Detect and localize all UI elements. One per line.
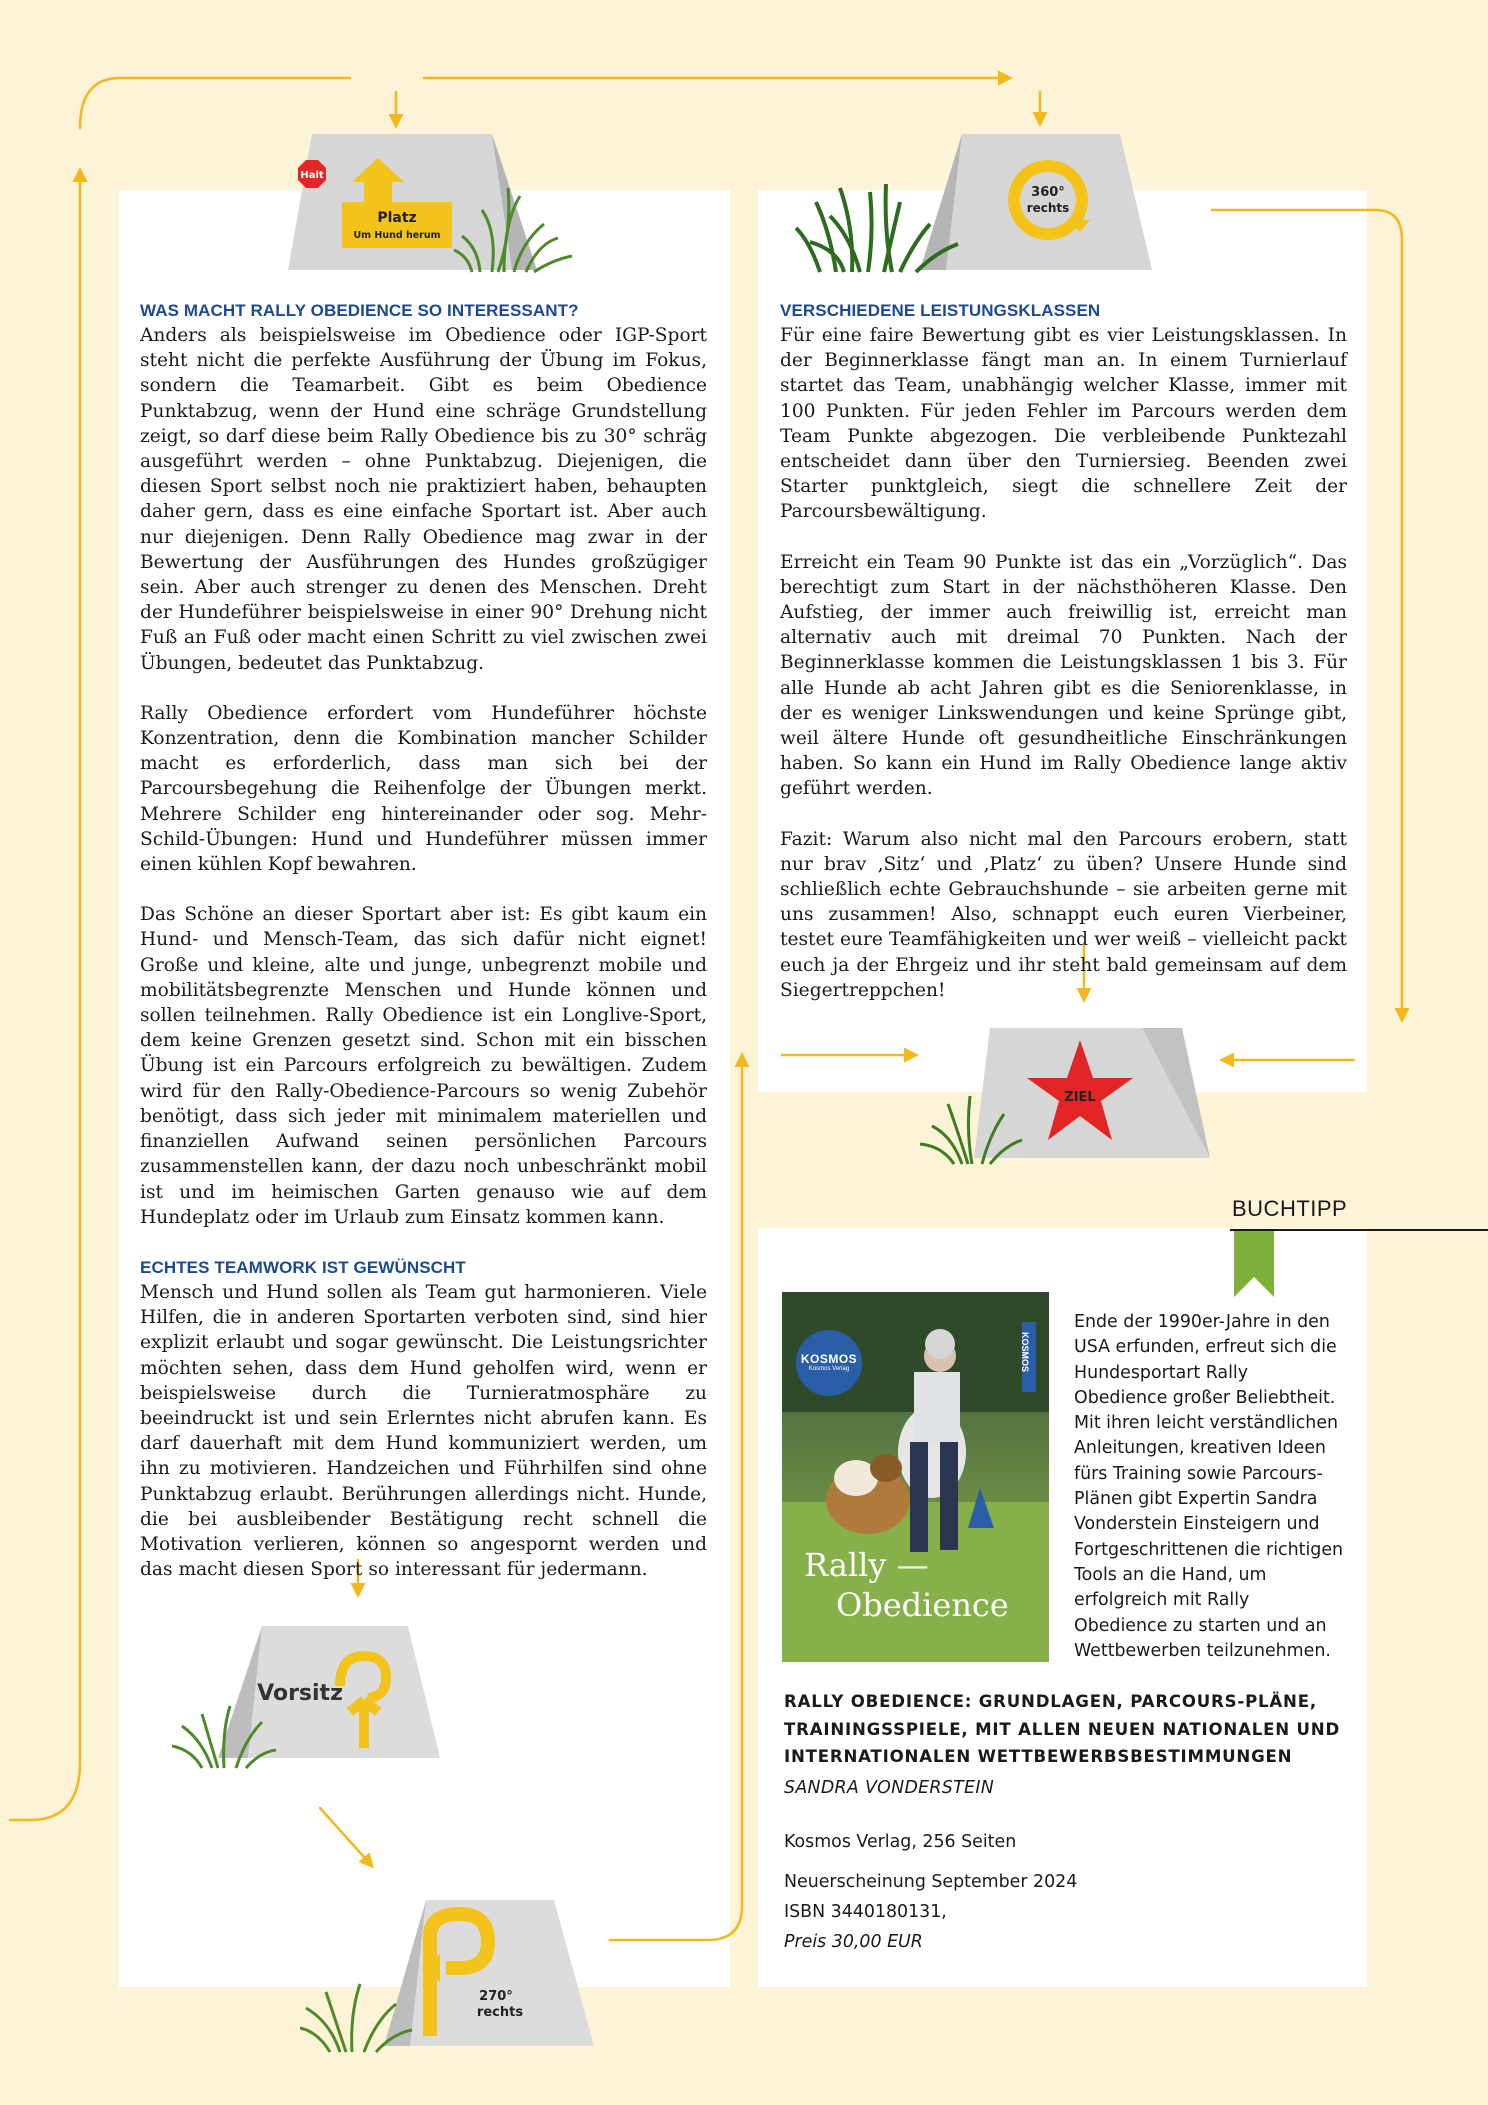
bookmark-ribbon-icon (1234, 1231, 1274, 1297)
svg-text:270°: 270° (479, 1989, 513, 2004)
paragraph: Das Schöne an dieser Sportart aber ist: Es gibt kaum ein Hund- und Mensch-Team, das sich dafür nicht eignet! Große und kleine, alte und junge, unbegrenzt mobile und mobilitätsbegrenzte Menschen und Hunde können und sollen teilnehmen. Rally Obedience ist ein Longlive-Sport, dem keine Grenzen gesetzt sind. Schon mit ein bisschen Übung ist ein Parcours erfolgreich zu bewältigen. Zudem wird für den Rally-Obedience-Parcours so wenig Zubehör benötigt, dass sich jeder mit minimalem materiellen und finanziellen Aufwand seinen persönlichen Parcours zusammenstellen kann, der dazu noch unbeschränkt mobil ist und im heimischen Garten genauso wie auf dem Hundeplatz oder im Urlaub zum Einsatz kommen kann. (140, 904, 707, 1228)
cover-title-line2: Obedience (836, 1586, 1009, 1624)
cover-title-line1: Rally — (804, 1546, 929, 1584)
svg-text:Um Hund herum: Um Hund herum (353, 230, 441, 241)
sign-platz-um-hund-herum (282, 132, 607, 277)
svg-text:Halt: Halt (300, 170, 324, 181)
paragraph: Für eine faire Bewertung gibt es vier Leistungsklassen. In der Beginnerklasse fängt man an. In einem Turnierlauf startet das Team, unabhängig welcher Klasse, immer mit 100 Punkten. Für jeden Fehler im Parcours werden dem Team Punkte abgezogen. Die verbleibende Punktezahl entscheidet dann über den Turniersieg. Beenden zwei Starter punktgleich, siegt die schnellere Zeit der Parcoursbewältigung. (780, 325, 1347, 523)
book-info (784, 1688, 1384, 1957)
book-title-line: TRAININGSSPIELE, MIT ALLEN NEUEN NATIONALEN UND (784, 1719, 1341, 1739)
paragraph: Erreicht ein Team 90 Punkte ist das ein „Vorzüglich“. Das berechtigt zum Start in der nächsthöheren Klasse. Den Aufstieg, der immer auch freiwillig ist, erreicht man alternativ auch mit dreimal 70 Punkten. Nach der Beginnerklasse kommen die Leistungsklassen 1 bis 3. Für alle Hunde ab acht Jahren gibt es die Seniorenklasse, in der es weniger Linkswendungen und keine Sprünge gibt, weil ältere Hunde oft gesundheitliche Einschränkungen haben. So kann ein Hund im Rally Obedience lange aktiv geführt werden. (780, 551, 1347, 800)
left-article-column (140, 298, 707, 1607)
buchtipp-label: BUCHTIPP (1232, 1196, 1348, 1221)
book-release: Neuerscheinung September 2024 (784, 1871, 1078, 1892)
sign-vorsitz (172, 1622, 452, 1772)
book-description: Ende der 1990er-Jahre in den USA erfunden, erfreut sich die Hundesportart Rally Obedience großer Beliebtheit. Mit ihren leicht verständlichen Anleitungen, kreativen Ideen fürs Training sowie Parcours-Plänen gibt Expertin Sandra Vonderstein Einsteigern und Fortgeschrittenen die richtigen Tools an die Hand, um erfolgreich mit Rally Obedience zu starten und an Wettbewerben teilzunehmen. (1074, 1312, 1344, 1661)
paragraph: Rally Obedience erfordert vom Hundeführer höchste Konzentration, denn die Kombination mancher Schilder macht es erforderlich, dass man sich bei der Parcoursbegehung die Reihenfolge der Übungen merkt. Mehrere Schilder eng hintereinander oder sog. Mehr-Schild-Übungen: Hund und Hundeführer müssen immer einen kühlen Kopf bewahren. (140, 702, 707, 876)
paragraph: Mensch und Hund sollen als Team gut harmonieren. Viele Hilfen, die in anderen Sportarten verboten sind, sind hier explizit erlaubt und sogar gewünscht. Die Leistungsrichter möchten sehen, dass dem Hund geholfen wird, wenn er beispielsweise durch die Turnieratmosphäre zu beeindruckt ist und sein Erlerntes nicht abrufen kann. Es darf dauerhaft mit dem Hund kommuniziert werden, um ihn zu motivieren. Handzeichen und Führhilfen sind ohne Punktabzug erlaubt. Berührungen allerdings nicht. Hunde, die bei ausbleibender Bestätigung recht schnell die Motivation verlieren, können so angespornt werden und das macht diesen Sport so interessant für jedermann. (140, 1281, 707, 1581)
paragraph: Anders als beispielsweise im Obedience oder IGP-Sport steht nicht die perfekte Ausführung der Übung im Fokus, sondern die Teamarbeit. Gibt es beim Obedience Punktabzug, wenn der Hund eine schräge Grundstellung zeigt, so darf diese beim Rally Obedience bis zu 30° schräg ausgeführt werden – ohne Punktabzug. Diejenigen, die diesen Sport selbst noch nie praktiziert haben, behaupten daher gern, dass es eine einfache Sportart ist. Aber auch nur diejenigen. Denn Rally Obedience mag zwar in der Bewertung der Ausführungen des Hundes großzügiger sein. Aber auch strenger zu denen des Menschen. Dreht der Hundeführer beispielsweise in einer 90° Drehung nicht Fuß an Fuß oder macht einen Schritt zu viel zwischen zwei Übungen, bedeutet das Punktabzug. (140, 325, 707, 674)
right-article-column (780, 298, 1347, 1028)
svg-text:rechts: rechts (476, 2005, 524, 2020)
svg-text:360°: 360° (1031, 185, 1065, 200)
book-isbn: ISBN 3440180131, (784, 1901, 947, 1922)
svg-text:Platz: Platz (377, 210, 417, 226)
heading-interessant: WAS MACHT RALLY OBEDIENCE SO INTERESSANT? (140, 301, 579, 320)
kosmos-badge: KOSMOS Kosmos Verlag (796, 1330, 862, 1396)
sign-ziel (912, 1026, 1222, 1166)
book-publisher: Kosmos Verlag, 256 Seiten (784, 1831, 1017, 1852)
book-author: SANDRA VONDERSTEIN (784, 1777, 995, 1798)
heading-teamwork: ECHTES TEAMWORK IST GEWÜNSCHT (140, 1257, 466, 1277)
book-price: Preis 30,00 EUR (784, 1931, 923, 1952)
sign-270-rechts (300, 1896, 600, 2056)
book-cover[interactable] (782, 1292, 1049, 1662)
book-title-line: RALLY OBEDIENCE: GRUNDLAGEN, PARCOURS-PLÄNE, (784, 1692, 1317, 1711)
heading-leistungsklassen: VERSCHIEDENE LEISTUNGSKLASSEN (780, 301, 1101, 320)
svg-text:Vorsitz: Vorsitz (257, 1681, 343, 1706)
sign-360-rechts (790, 132, 1160, 277)
svg-text:rechts: rechts (1026, 201, 1070, 215)
paragraph: Fazit: Warum also nicht mal den Parcours erobern, statt nur brav ‚Sitz‘ und ‚Platz‘ zu üben? Unsere Hunde sind schließlich echte Gebrauchshunde – sie arbeiten gerne mit uns zusammen! Also, schnappt euch euren Vierbeiner, testet eure Teamfähigkeiten und wer weiß – vielleicht packt euch ja der Ehrgeiz und ihr steht bald gemeinsam auf dem Siegertreppchen! (780, 828, 1347, 1001)
cover-spine-label: KOSMOS (1020, 1332, 1030, 1373)
svg-text:ZIEL: ZIEL (1064, 1090, 1096, 1105)
book-title-line: INTERNATIONALEN WETTBEWERBSBESTIMMUNGEN (784, 1747, 1293, 1766)
